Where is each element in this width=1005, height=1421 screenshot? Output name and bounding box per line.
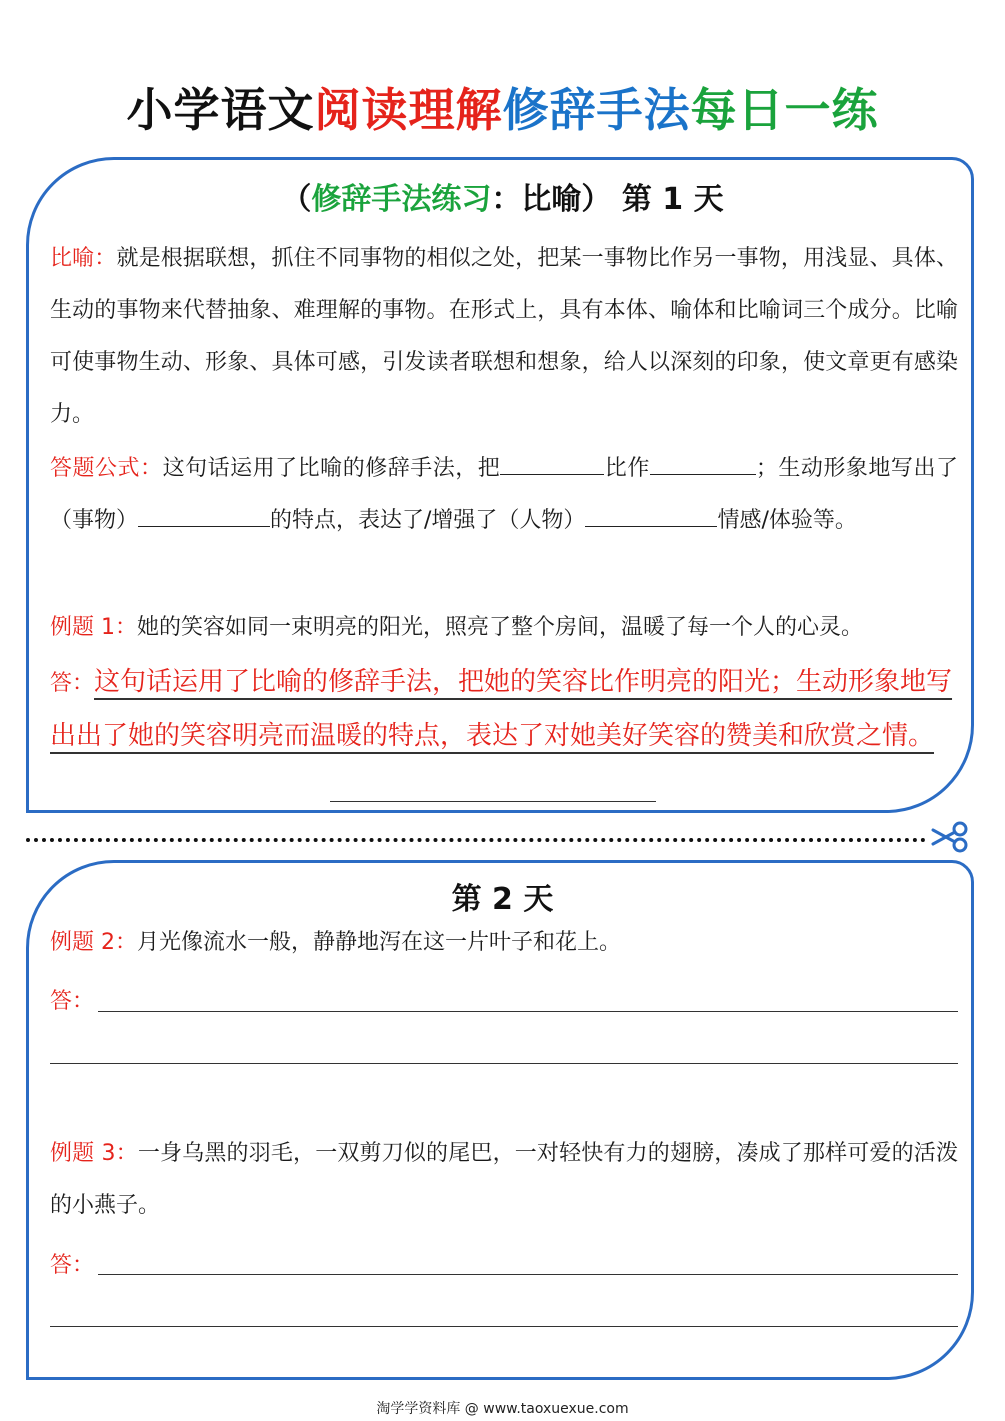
example-2-text: 月光像流水一般，静静地泻在这一片叶子和花上。 xyxy=(137,930,622,955)
example-3 xyxy=(50,1128,958,1232)
formula-blank-3[interactable] xyxy=(138,506,270,527)
answer-3-line-1[interactable] xyxy=(98,1274,958,1275)
answer-2-line-1[interactable] xyxy=(98,1011,958,1012)
title-part-1: 小学语文 xyxy=(126,83,315,137)
formula-label: 答题公式： xyxy=(50,456,163,481)
day-1-heading: （修辞手法练习：比喻） 第 1 天 xyxy=(281,182,724,217)
definition-label: 比喻： xyxy=(50,246,117,271)
answer-3-line-2[interactable] xyxy=(50,1326,958,1327)
day-1-label: 第 1 天 xyxy=(621,182,724,217)
answer-3-label: 答： xyxy=(50,1253,95,1278)
day-1-topic: 修辞手法练习 xyxy=(311,182,492,217)
example-2 xyxy=(50,917,958,969)
definition-text: 就是根据联想，抓住不同事物的相似之处，把某一事物比作另一事物，用浅显、具体、生动的事物来代替抽象、难理解的事物。在形式上，具有本体、喻体和比喻词三个成分。比喻可使事物生动、形象、具体可感，引发读者联想和想象，给人以深刻的印象，使文章更有感染力。 xyxy=(50,246,958,427)
answer-2-label: 答： xyxy=(50,989,95,1014)
example-1 xyxy=(50,602,958,654)
footer-watermark: 淘学学资料库 @ www.taoxuexue.com xyxy=(376,1401,629,1417)
answer-1-text: 这句话运用了比喻的修辞手法，把她的笑容比作明亮的阳光；生动形象地写出出了她的笑容明亮而温暖的特点，表达了对她美好笑容的赞美和欣赏之情。 xyxy=(50,667,953,751)
page-title xyxy=(0,74,1005,138)
example-1-answer xyxy=(50,656,958,762)
formula-blank-2[interactable] xyxy=(650,454,756,475)
example-3-text: 一身乌黑的羽毛，一双剪刀似的尾巴，一对轻快有力的翅膀，凑成了那样可爱的活泼的小燕子。 xyxy=(50,1141,958,1218)
cut-line xyxy=(26,838,926,842)
title-part-2: 阅读理解 xyxy=(314,83,503,137)
example-1-label: 例题 1： xyxy=(50,615,137,640)
example-3-label: 例题 3： xyxy=(50,1141,138,1166)
title-part-4: 每日一练 xyxy=(690,83,879,137)
day-1-figure-name: 比喻 xyxy=(521,182,582,217)
definition-paragraph xyxy=(50,233,958,441)
example-1-text: 她的笑容如同一束明亮的阳光，照亮了整个房间，温暖了每一个人的心灵。 xyxy=(137,615,864,640)
answer-1-line-end xyxy=(330,801,656,802)
formula-blank-1[interactable] xyxy=(500,454,604,475)
day-2-heading: 第 2 天 xyxy=(451,882,554,917)
title-part-3: 修辞手法 xyxy=(502,83,691,137)
answer-2-line-2[interactable] xyxy=(50,1063,958,1064)
formula-paragraph: 答题公式：这句话运用了比喻的修辞手法，把 比作 ；生动形象地写出了（事物） 的特点，表达了/增强了（人物） 情感/体验等。 xyxy=(50,456,958,533)
answer-1-label: 答： xyxy=(50,671,95,696)
example-2-label: 例题 2： xyxy=(50,930,137,955)
formula-blank-4[interactable] xyxy=(585,506,717,527)
scissors-icon xyxy=(930,820,974,854)
